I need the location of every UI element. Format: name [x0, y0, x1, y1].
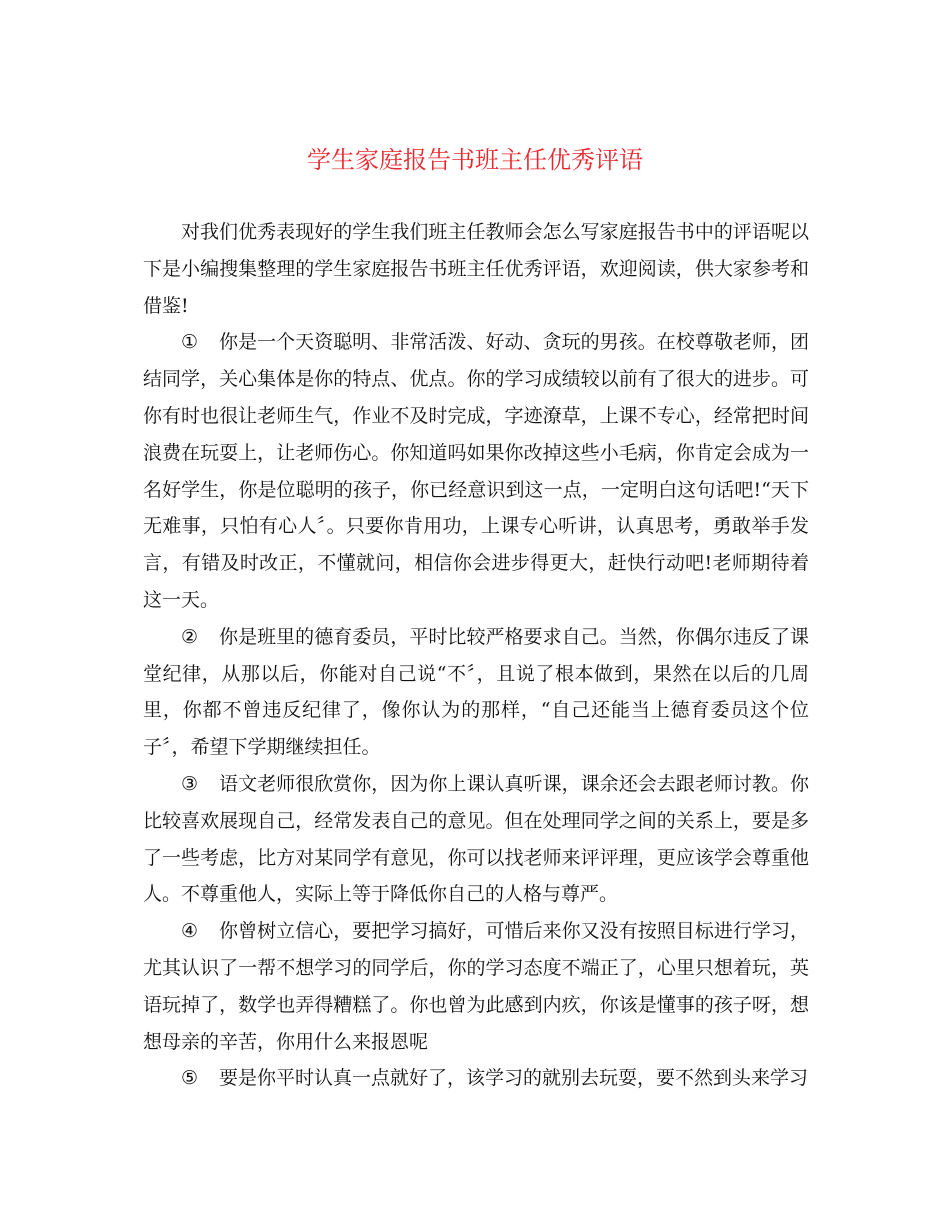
item-number-1: ① — [181, 331, 199, 354]
comment-item-4 — [143, 913, 809, 1060]
document-body — [143, 214, 809, 1097]
item-number-2: ② — [181, 625, 199, 648]
item-number-3: ③ — [181, 772, 199, 795]
item-text-4: 你曾树立信心，要把学习搞好，可惜后来你又没有按照目标进行学习，尤其认识了一帮不想学习的同学后，你的学习态度不端正了，心里只想着玩，英语玩掉了，数学也弄得糟糕了。你也曾为此感到内疚，你该是懂事的孩子呀，想想母亲的辛苦，你用什么来报恩呢 — [143, 920, 809, 1053]
item-text-3: 语文老师很欣赏你，因为你上课认真听课，课余还会去跟老师讨教。你比较喜欢展现自己，经常发表自己的意见。但在处理同学之间的关系上，要是多了一些考虑，比方对某同学有意见，你可以找老师来评评理，更应该学会尊重他人。不尊重他人，实际上等于降低你自己的人格与尊严。 — [143, 772, 809, 906]
comment-item-5 — [143, 1060, 809, 1097]
comment-item-2 — [143, 619, 809, 766]
comment-item-3 — [143, 766, 809, 913]
item-text-5: 要是你平时认真一点就好了，该学习的就别去玩耍，要不然到头来学习 — [219, 1067, 809, 1090]
item-text-2: 你是班里的德育委员，平时比较严格要求自己。当然，你偶尔违反了课堂纪律，从那以后，你能对自己说“不〞，且说了根本做到，果然在以后的几周里，你都不曾违反纪律了，像你认为的那样，“自己还能当上德育委员这个位子〞，希望下学期继续担任。 — [143, 625, 809, 759]
intro-paragraph: 对我们优秀表现好的学生我们班主任教师会怎么写家庭报告书中的评语呢以下是小编搜集整理的学生家庭报告书班主任优秀评语，欢迎阅读，供大家参考和借鉴! — [143, 221, 809, 317]
item-number-4: ④ — [181, 920, 199, 943]
item-text-1: 你是一个天资聪明、非常活泼、好动、贪玩的男孩。在校尊敬老师，团结同学，关心集体是你的特点、优点。你的学习成绩较以前有了很大的进步。可你有时也很让老师生气，作业不及时完成，字迹潦草，上课不专心，经常把时间浪费在玩耍上，让老师伤心。你知道吗如果你改掉这些小毛病，你肯定会成为一名好学生，你是位聪明的孩子，你已经意识到这一点，一定明白这句话吧!“天下无难事，只怕有心人〞。只要你肯用功，上课专心听讲，认真思考，勇敢举手发言，有错及时改正，不懂就问，相信你会进步得更大，赶快行动吧!老师期待着这一天。 — [143, 331, 809, 611]
page-title: 学生家庭报告书班主任优秀评语 — [307, 146, 643, 174]
comment-item-1 — [143, 324, 809, 618]
item-number-5: ⑤ — [181, 1067, 199, 1090]
